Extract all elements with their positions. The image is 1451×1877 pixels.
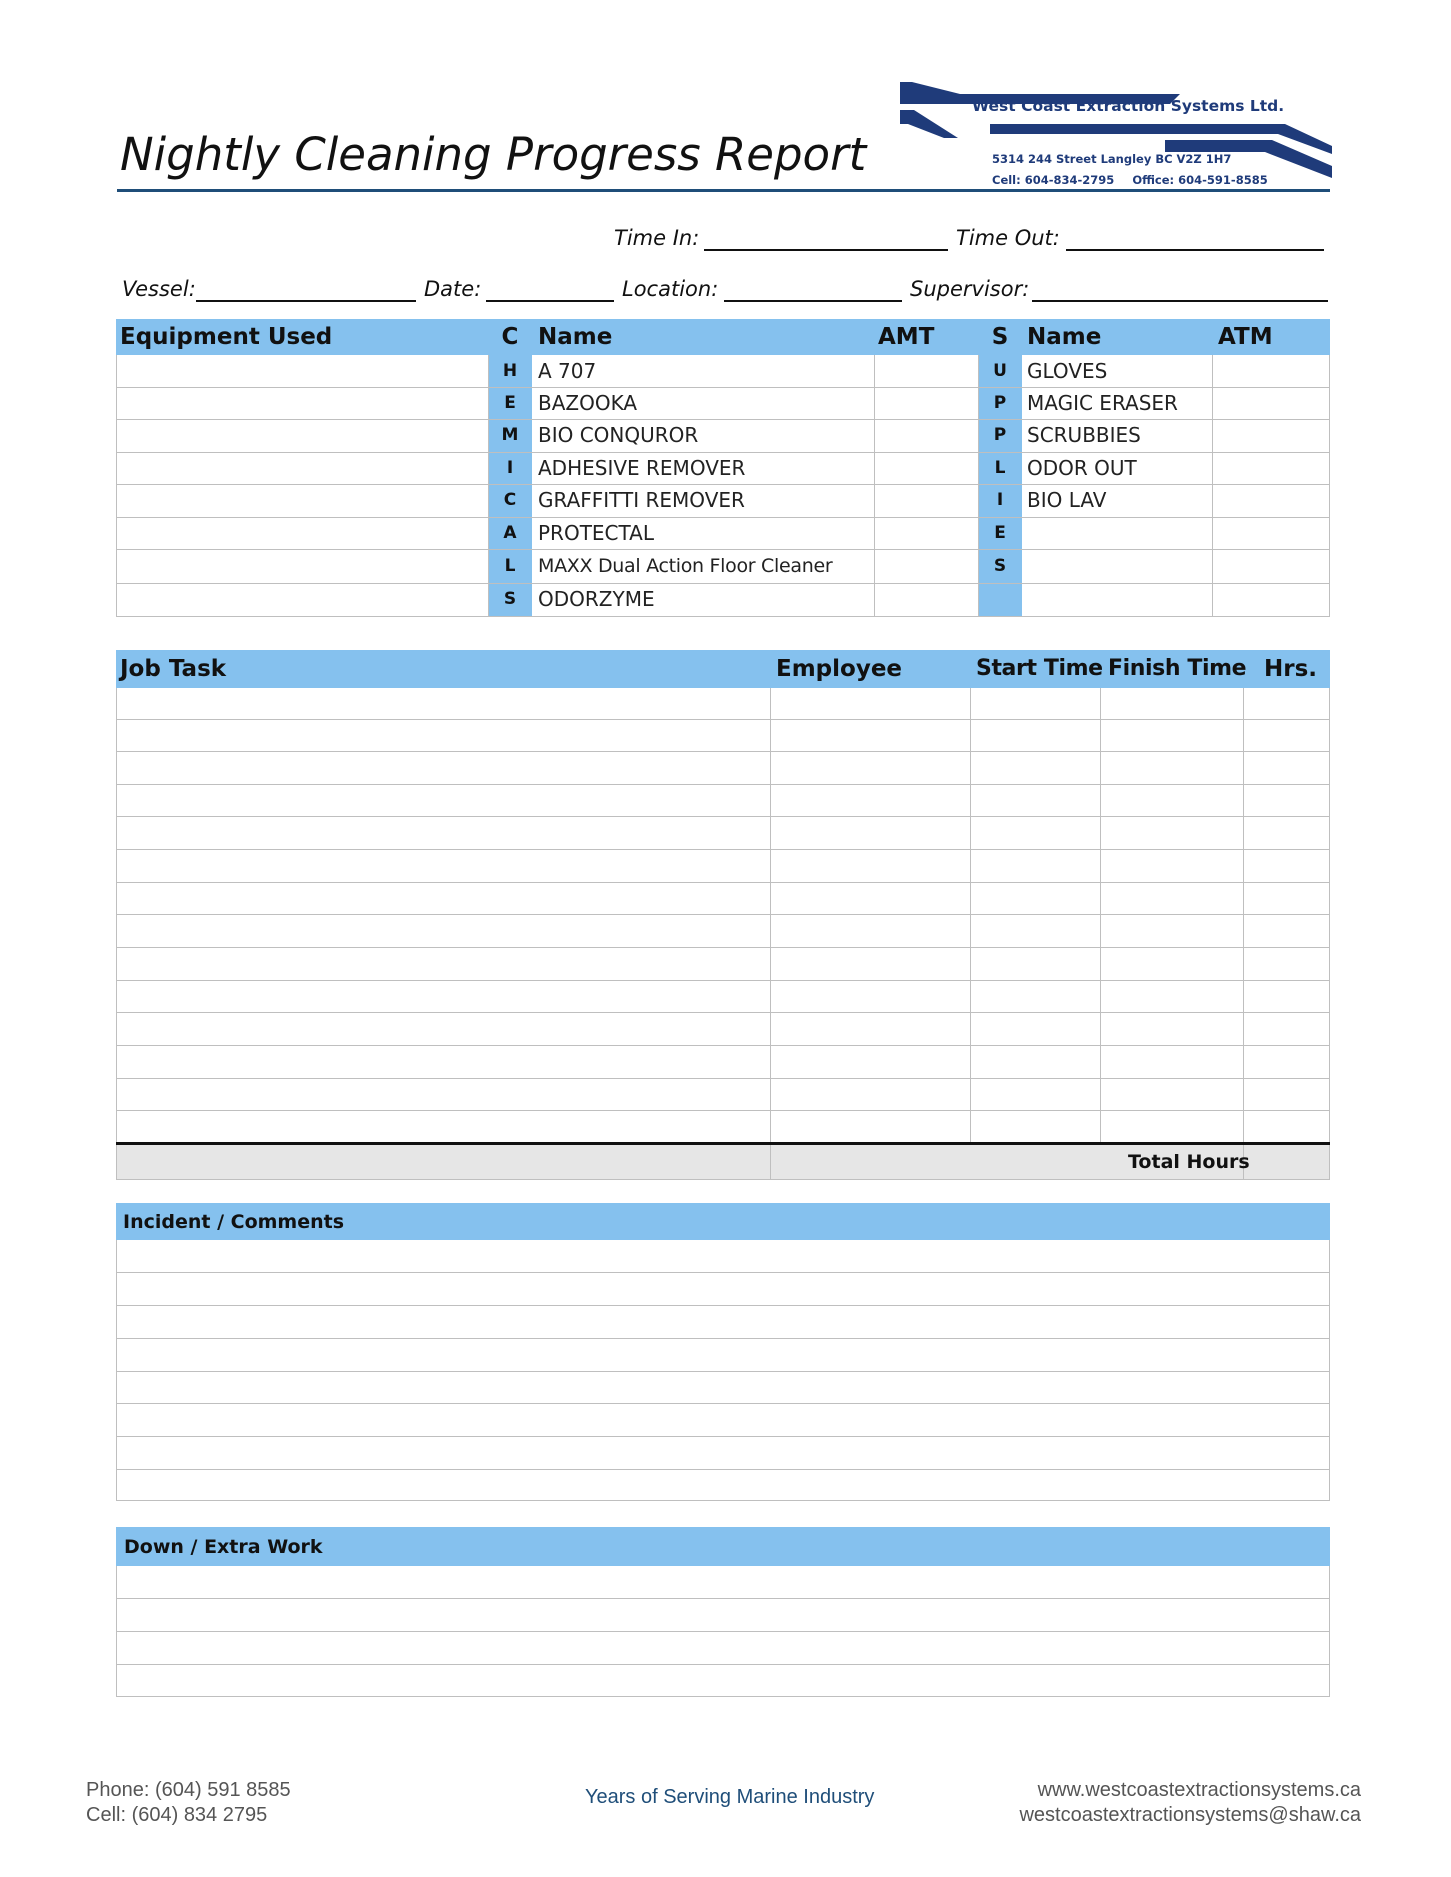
supp-name-header: Name — [1027, 324, 1102, 350]
chemical-name: ADHESIVE REMOVER — [538, 456, 746, 480]
supp-letter: S — [993, 556, 1007, 576]
vessel-field[interactable] — [196, 300, 416, 302]
time-in-label: Time In: — [614, 226, 700, 250]
company-address: 5314 244 Street Langley BC V2Z 1H7 — [992, 152, 1232, 166]
incident-comments-header: Incident / Comments — [123, 1211, 345, 1233]
equipment-used-header: Equipment Used — [120, 324, 333, 350]
time-in-field[interactable] — [704, 249, 948, 251]
location-field[interactable] — [724, 300, 902, 302]
location-label: Location: — [622, 277, 719, 301]
company-office: Office: 604-591-8585 — [1132, 173, 1268, 187]
chem-letter: E — [504, 393, 516, 413]
footer-website[interactable]: www.westcoastextractionsystems.ca — [1037, 1779, 1361, 1801]
supply-name: GLOVES — [1027, 359, 1108, 383]
supp-letter-header: S — [991, 324, 1009, 350]
supply-name: BIO LAV — [1027, 488, 1107, 512]
supp-letter: U — [993, 361, 1007, 381]
company-phones — [992, 173, 1282, 187]
supp-atm-header: ATM — [1218, 324, 1273, 350]
supp-letter: P — [993, 393, 1007, 413]
chemical-name: MAXX Dual Action Floor Cleaner — [538, 555, 833, 577]
time-out-label: Time Out: — [956, 226, 1060, 250]
time-out-field[interactable] — [1066, 249, 1324, 251]
title-divider — [117, 189, 1330, 192]
extra-work-section — [116, 1527, 1330, 1697]
chemical-name: PROTECTAL — [538, 521, 655, 545]
supervisor-field[interactable] — [1032, 300, 1328, 302]
chem-letter-header: C — [501, 324, 519, 350]
footer-email[interactable]: westcoastextractionsystems@shaw.ca — [1019, 1804, 1361, 1826]
chemical-name: BAZOOKA — [538, 391, 638, 415]
supply-name: SCRUBBIES — [1027, 423, 1141, 447]
supply-name: ODOR OUT — [1027, 456, 1137, 480]
footer-tagline: Years of Serving Marine Industry — [585, 1786, 875, 1808]
page-title: Nightly Cleaning Progress Report — [120, 128, 867, 181]
footer-phone: Phone: (604) 591 8585 — [86, 1779, 291, 1801]
company-logo — [900, 80, 1332, 184]
chem-letter: M — [501, 425, 519, 445]
total-hours-label: Total Hours — [1128, 1151, 1250, 1173]
chem-letter: L — [504, 556, 516, 576]
chem-name-header: Name — [538, 324, 613, 350]
chem-letter: I — [506, 458, 514, 478]
start-time-column-header: Start Time — [976, 656, 1103, 681]
chem-amt-header: AMT — [878, 324, 935, 350]
supp-letter: P — [993, 425, 1007, 445]
chemical-name: GRAFFITTI REMOVER — [538, 488, 745, 512]
supervisor-label: Supervisor: — [910, 277, 1030, 301]
chem-letter: H — [502, 361, 518, 381]
extra-work-header: Down / Extra Work — [124, 1536, 323, 1558]
date-label: Date: — [424, 277, 482, 301]
chem-letter: A — [503, 523, 517, 543]
job-task-column-header: Job Task — [120, 656, 227, 682]
footer-cell: Cell: (604) 834 2795 — [86, 1804, 268, 1826]
total-hours-field[interactable] — [1244, 1145, 1329, 1179]
supp-letter: L — [994, 458, 1006, 478]
supp-letter: E — [994, 523, 1006, 543]
supply-name: MAGIC ERASER — [1027, 391, 1178, 415]
company-cell: Cell: 604-834-2795 — [992, 173, 1115, 187]
hrs-column-header: Hrs. — [1264, 656, 1318, 682]
company-name: West Coast Extraction Systems Ltd. — [972, 97, 1285, 115]
incident-comments-section — [116, 1203, 1330, 1501]
date-field[interactable] — [486, 300, 614, 302]
job-task-table — [116, 650, 1330, 1180]
chemical-name: A 707 — [538, 359, 597, 383]
chem-letter: C — [503, 490, 517, 510]
chem-letter: S — [503, 589, 517, 609]
chemical-name: ODORZYME — [538, 587, 655, 611]
vessel-label: Vessel: — [122, 277, 196, 301]
employee-column-header: Employee — [776, 656, 903, 682]
finish-time-column-header: Finish Time — [1108, 656, 1247, 681]
equipment-table — [116, 319, 1330, 617]
chemical-name: BIO CONQUROR — [538, 423, 699, 447]
supp-letter: I — [996, 490, 1004, 510]
